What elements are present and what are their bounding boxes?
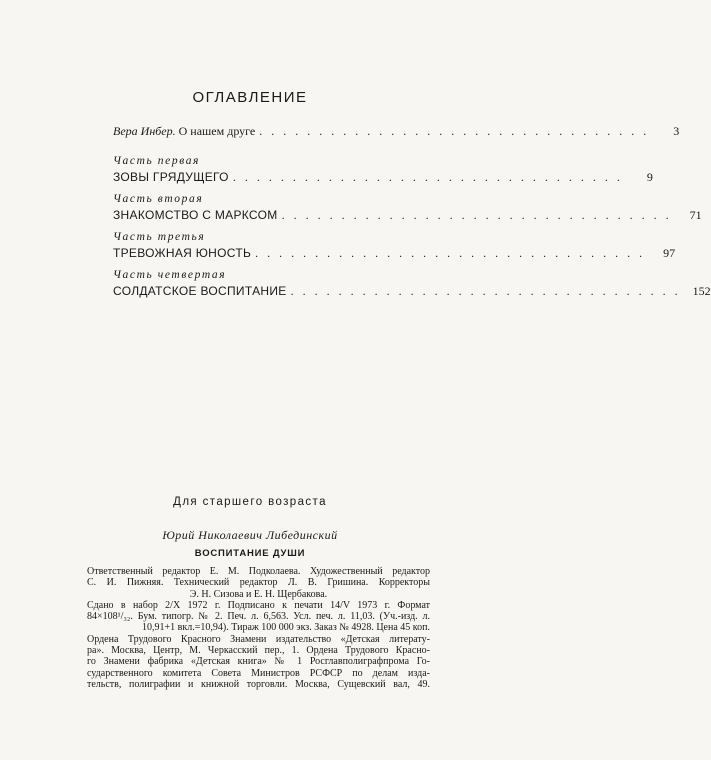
dot-leader: . . . . . . . . . . . . . . . . . . . . . . . . . . . . . . . . . — [232, 170, 623, 184]
toc-part-1 — [113, 155, 653, 188]
part-label: Часть третья — [113, 231, 206, 243]
imprint-line: Ордена Трудового Красного Знамени издательство «Детская литерату- — [87, 633, 430, 645]
book-author: Юрий Николаевич Либединский — [162, 528, 338, 542]
part-label: Часть вторая — [113, 193, 204, 205]
part-title: ЗНАКОМСТВО С МАРКСОМ — [113, 208, 278, 222]
imprint-line: Ответственный редактор Е. М. Подколаева. Художественный редактор — [87, 566, 430, 577]
part-page: 71 — [689, 208, 702, 222]
part-title: ЗОВЫ ГРЯДУЩЕГО — [113, 170, 229, 184]
imprint-line: Э. Н. Сизова и Е. Н. Щербакова. — [189, 588, 328, 600]
part-label: Часть четвертая — [113, 269, 227, 281]
dot-leader: . . . . . . . . . . . . . . . . . . . . . . . . . . . . . . . . . — [281, 208, 672, 222]
toc-part-4 — [113, 269, 711, 302]
toc-heading: ОГЛАВЛЕНИЕ — [192, 89, 308, 106]
imprint-line: Сдано в набор 2/X 1972 г. Подписано к печати 14/V 1973 г. Формат — [87, 599, 430, 611]
imprint-line: сударственного комитета Совета Министров РСФСР по делам изда- — [87, 667, 430, 679]
part-page: 9 — [646, 170, 653, 184]
imprint-block — [87, 566, 430, 690]
part-title: СОЛДАТСКОЕ ВОСПИТАНИЕ — [113, 284, 287, 298]
book-title: ВОСПИТАНИЕ ДУШИ — [194, 548, 306, 559]
toc-part-3 — [113, 231, 676, 264]
imprint-line: 84×108¹/₃₂. Бум. типогр. № 2. Печ. л. 6,563. Усл. печ. л. 11,03. (Уч.-изд. л. — [87, 611, 430, 623]
part-title: ТРЕВОЖНАЯ ЮНОСТЬ — [113, 246, 252, 260]
age-recommendation: Для старшего возраста — [173, 496, 327, 508]
toc-part-2 — [113, 193, 702, 226]
table-of-contents — [113, 124, 711, 302]
dot-leader: . . . . . . . . . . . . . . . . . . . . . . . . . . . . . . . . . — [255, 246, 646, 260]
foreword-author: Вера Инбер. — [113, 124, 176, 138]
foreword-page: 3 — [673, 124, 680, 138]
toc-entry-foreword — [113, 124, 680, 142]
part-page: 152 — [692, 284, 711, 298]
part-label: Часть первая — [113, 155, 201, 167]
imprint-line: го Знамени фабрика «Детская книга» № 1 Росглавполиграфпрома Го- — [87, 656, 430, 668]
part-page: 97 — [663, 246, 676, 260]
dot-leader: . . . . . . . . . . . . . . . . . . . . . . . . . . . . . . . . . — [290, 284, 681, 298]
foreword-title: О нашем друге — [178, 124, 256, 138]
imprint-line: 10,91+1 вкл.=10,94). Тираж 100 000 экз. Заказ № 4928. Цена 45 коп. — [142, 622, 430, 634]
imprint-line: тельств, полиграфии и книжной торговли. Москва, Сущевский вал, 49. — [87, 678, 430, 690]
imprint-line: С. И. Пижняя. Технический редактор Л. В. Гришина. Корректоры — [87, 577, 430, 589]
imprint-line: ра». Москва, Центр, М. Черкасский пер., 1. Ордена Трудового Красно- — [87, 645, 430, 657]
dot-leader: . . . . . . . . . . . . . . . . . . . . . . . . . . . . . . . . . — [259, 124, 650, 138]
